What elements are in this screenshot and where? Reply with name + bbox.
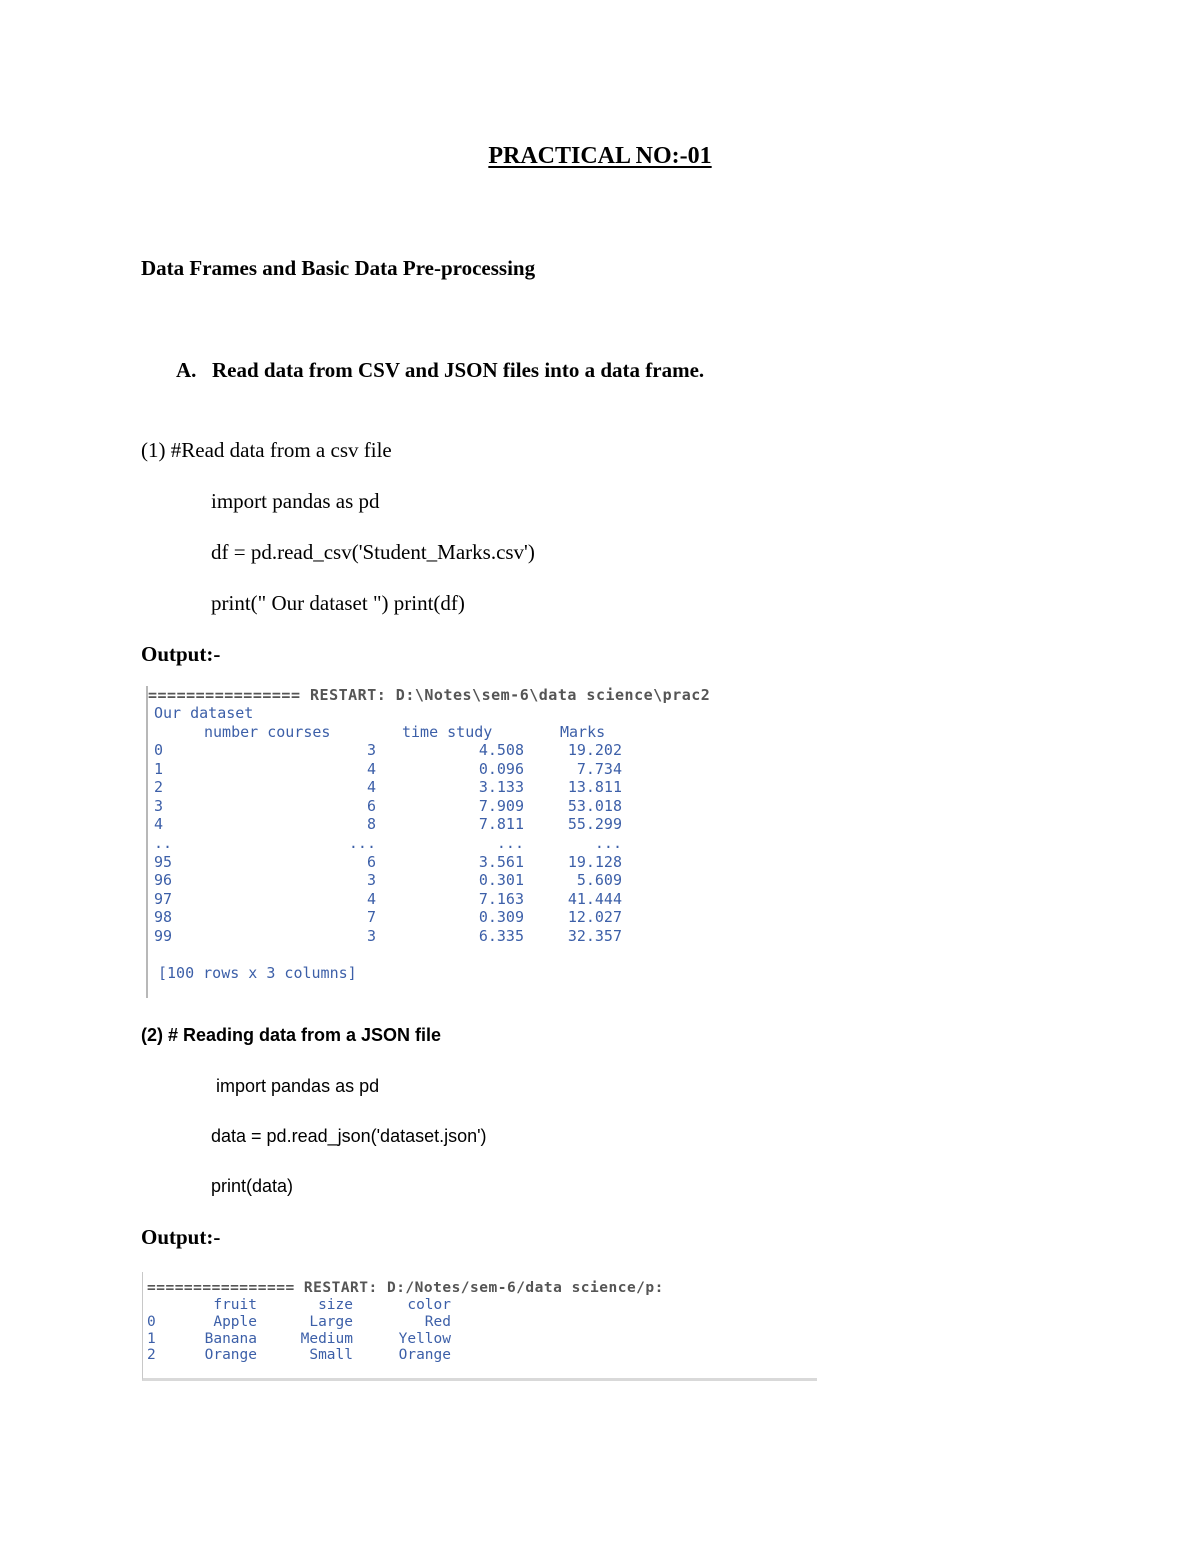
table-cell-marks: 5.609 [576,871,622,890]
table-cell-idx: 1 [154,759,164,778]
table-cell-time: 0.309 [478,908,524,927]
table-cell-idx: 97 [154,889,173,908]
table-cell-time: 3.133 [478,778,524,797]
csv-comment: (1) #Read data from a csv file [141,438,392,462]
dataset-caption: Our dataset [154,704,254,722]
table-cell-courses: 4 [366,889,376,908]
table-cell-color: Orange [398,1347,451,1363]
table-cell-time: 0.096 [478,759,524,778]
table-cell-fruit: Orange [204,1347,257,1363]
table-cell-size: Large [309,1314,353,1330]
table-cell-size: Medium [300,1330,353,1347]
table-cell-time: 0.301 [478,871,524,890]
table-cell-idx: 96 [154,871,173,890]
table-cell-marks: 12.027 [567,908,622,927]
table-cell-marks: 19.128 [567,852,622,871]
table-cell-color: Red [424,1314,451,1330]
json-comment: (2) # Reading data from a JSON file [141,1025,442,1045]
table-cell-idx: 0 [147,1314,156,1330]
column-header: time study [402,723,493,741]
table-cell-idx: .. [154,834,173,852]
output-label: Output:- [141,1225,221,1249]
table-cell-courses: 3 [366,927,376,945]
table-cell-marks: 7.734 [576,759,622,778]
table-cell-time: ... [496,834,524,852]
table-cell-marks: 19.202 [567,741,622,759]
column-header: color [407,1297,451,1313]
table-cell-idx: 95 [154,852,173,871]
table-cell-courses: 8 [366,815,376,834]
table-cell-time: 7.163 [478,889,524,908]
table-cell-fruit: Apple [213,1314,257,1330]
table-cell-idx: 1 [147,1330,156,1347]
item-a-marker: A. [176,358,197,382]
code-line: print(data) [211,1176,294,1196]
row-count-footer: [100 rows x 3 columns] [158,964,357,982]
csv-console-output [146,686,888,998]
table-cell-time: 4.508 [478,741,524,759]
table-cell-marks: 13.811 [567,778,622,797]
page-title: PRACTICAL NO:-01 [488,143,712,169]
table-cell-marks: 41.444 [567,889,622,908]
table-cell-courses: 4 [366,759,376,778]
table-cell-color: Yellow [398,1330,451,1347]
table-cell-marks: 55.299 [567,815,622,834]
table-cell-marks: 53.018 [567,796,622,815]
code-line: import pandas as pd [211,489,380,513]
table-cell-idx: 2 [154,778,164,797]
table-cell-size: Small [309,1347,353,1363]
column-header: number courses [204,723,331,741]
table-cell-idx: 98 [154,908,173,927]
output-label: Output:- [141,642,221,666]
table-cell-idx: 99 [154,927,173,945]
json-console-output [142,1272,817,1381]
table-cell-marks: 32.357 [567,927,622,945]
table-cell-time: 3.561 [478,852,524,871]
table-cell-courses: 4 [366,778,376,797]
restart-line: ================ RESTART: D:/Notes/sem-6/data science/p: [147,1280,664,1296]
column-header: fruit [213,1297,257,1313]
table-cell-fruit: Banana [204,1330,257,1347]
table-cell-idx: 2 [147,1347,156,1363]
table-cell-courses: 3 [366,741,376,759]
table-cell-courses: 6 [366,796,376,815]
table-cell-idx: 3 [154,796,164,815]
table-cell-time: 7.909 [478,796,524,815]
table-cell-marks: ... [594,834,622,852]
table-cell-courses: 3 [366,871,376,890]
table-cell-time: 7.811 [478,815,524,834]
code-line: data = pd.read_json('dataset.json') [211,1126,487,1146]
table-cell-courses: ... [348,834,376,852]
table-cell-idx: 4 [154,815,164,834]
table-cell-courses: 7 [366,908,376,927]
table-cell-idx: 0 [154,741,164,759]
table-cell-time: 6.335 [478,927,524,945]
table-cell-courses: 6 [366,852,376,871]
item-a-text: Read data from CSV and JSON files into a data frame. [212,358,705,382]
code-line: df = pd.read_csv('Student_Marks.csv') [211,540,535,564]
column-header: size [318,1297,353,1313]
section-heading: Data Frames and Basic Data Pre-processing [141,256,536,280]
column-header: Marks [560,723,606,741]
code-line: print(" Our dataset ") print(df) [211,591,465,615]
code-line: import pandas as pd [216,1076,380,1096]
restart-line: ================ RESTART: D:\Notes\sem-6\data science\prac2 [148,686,711,704]
